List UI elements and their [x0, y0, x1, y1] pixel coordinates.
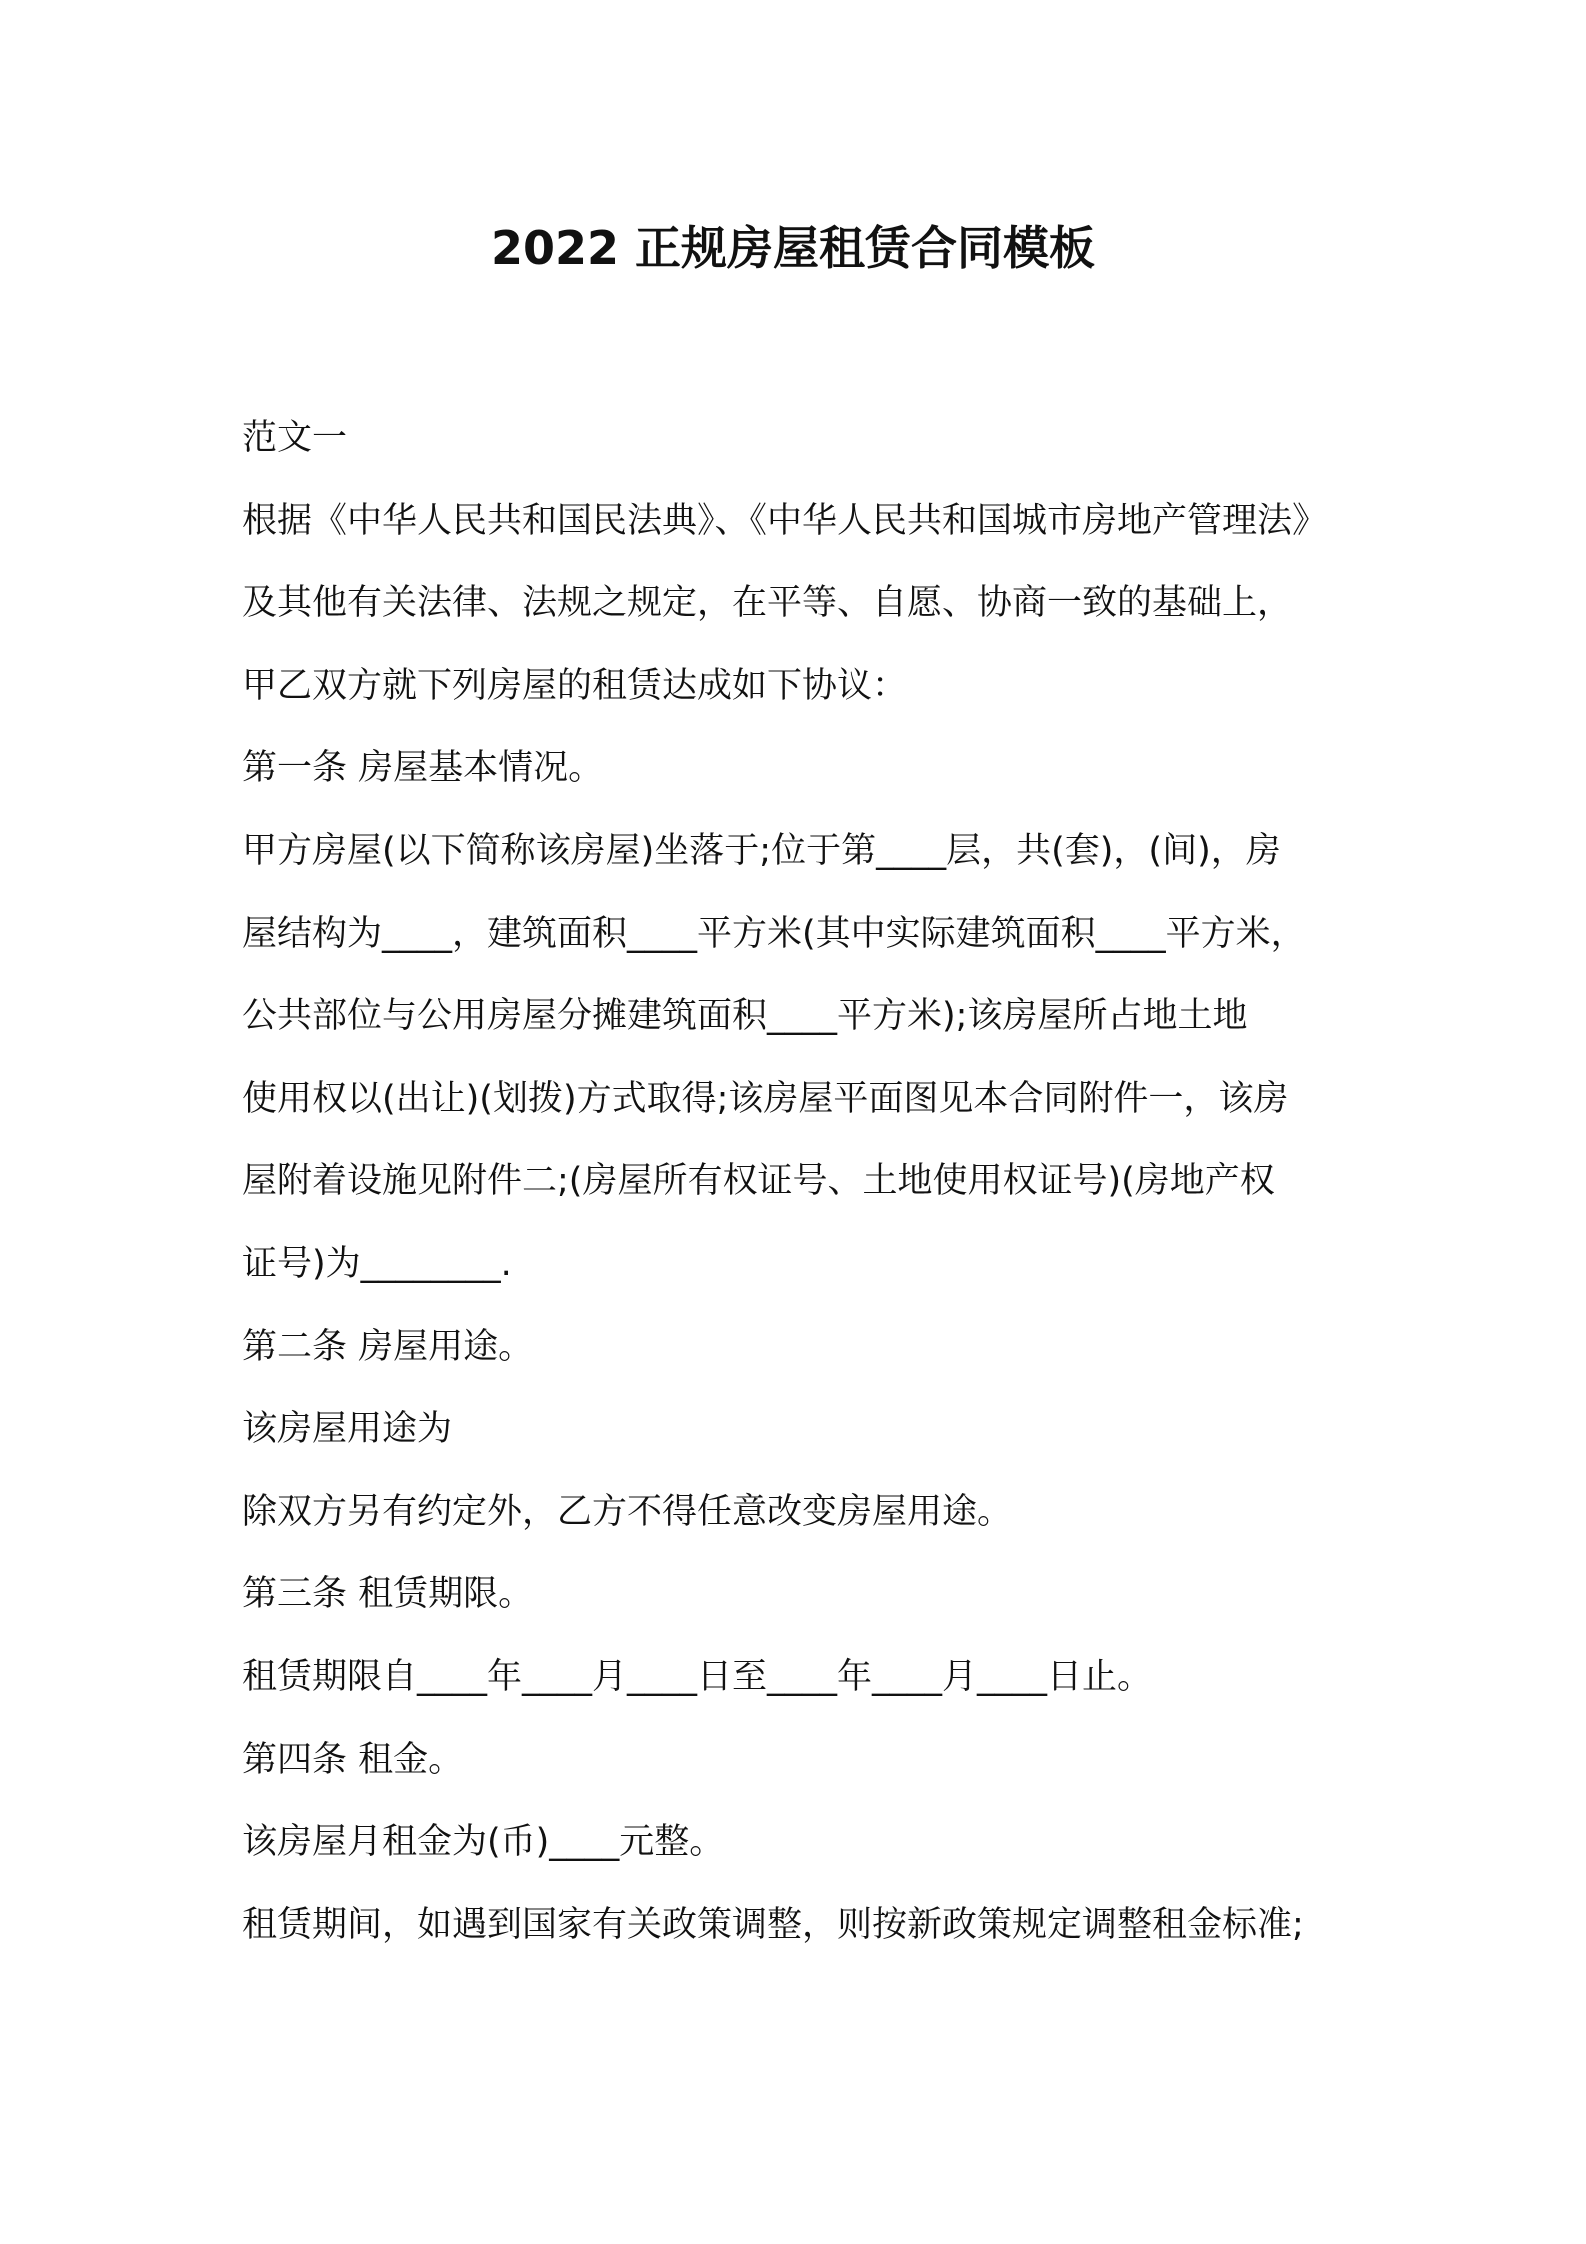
- article-heading: 第二条 房屋用途。: [242, 1326, 534, 1367]
- paragraph-line: 租赁期间，如遇到国家有关政策调整，则按新政策规定调整租金标准;: [242, 1904, 1304, 1945]
- article-heading: 第四条 租金。: [242, 1739, 464, 1780]
- paragraph-line: 屋附着设施见附件二;(房屋所有权证号、土地使用权证号)(房地产权: [242, 1161, 1275, 1202]
- paragraph-line: 甲乙双方就下列房屋的租赁达成如下协议：: [242, 665, 908, 706]
- paragraph-line: 根据《中华人民共和国民法典》、《中华人民共和国城市房地产管理法》: [242, 500, 1328, 541]
- document-body: [242, 397, 1372, 1966]
- article-heading: 第一条 房屋基本情况。: [242, 748, 604, 789]
- paragraph-line: 该房屋用途为: [242, 1409, 453, 1450]
- paragraph-line: 除双方另有约定外，乙方不得任意改变房屋用途。: [242, 1491, 1013, 1532]
- section-heading: 范文一: [242, 418, 348, 458]
- article-heading: 第三条 租赁期限。: [242, 1574, 534, 1615]
- paragraph-line: 租赁期限自____年____月____日至____年____月____日止。: [242, 1656, 1153, 1697]
- paragraph-line: 公共部位与公用房屋分摊建筑面积____平方米);该房屋所占地土地: [242, 996, 1248, 1037]
- paragraph-line: 及其他有关法律、法规之规定，在平等、自愿、协商一致的基础上，: [242, 583, 1293, 624]
- paragraph-line: 证号)为________.: [242, 1243, 512, 1284]
- paragraph-line: 屋结构为____，建筑面积____平方米(其中实际建筑面积____平方米，: [242, 913, 1306, 954]
- document-title: 2022 正规房屋租赁合同模板: [490, 221, 1096, 275]
- paragraph-line: 该房屋月租金为(币)____元整。: [242, 1822, 725, 1863]
- paragraph-line: 使用权以(出让)(划拨)方式取得;该房屋平面图见本合同附件一，该房: [242, 1078, 1289, 1119]
- paragraph-line: 甲方房屋(以下简称该房屋)坐落于;位于第____层，共(套)，(间)，房: [242, 830, 1281, 871]
